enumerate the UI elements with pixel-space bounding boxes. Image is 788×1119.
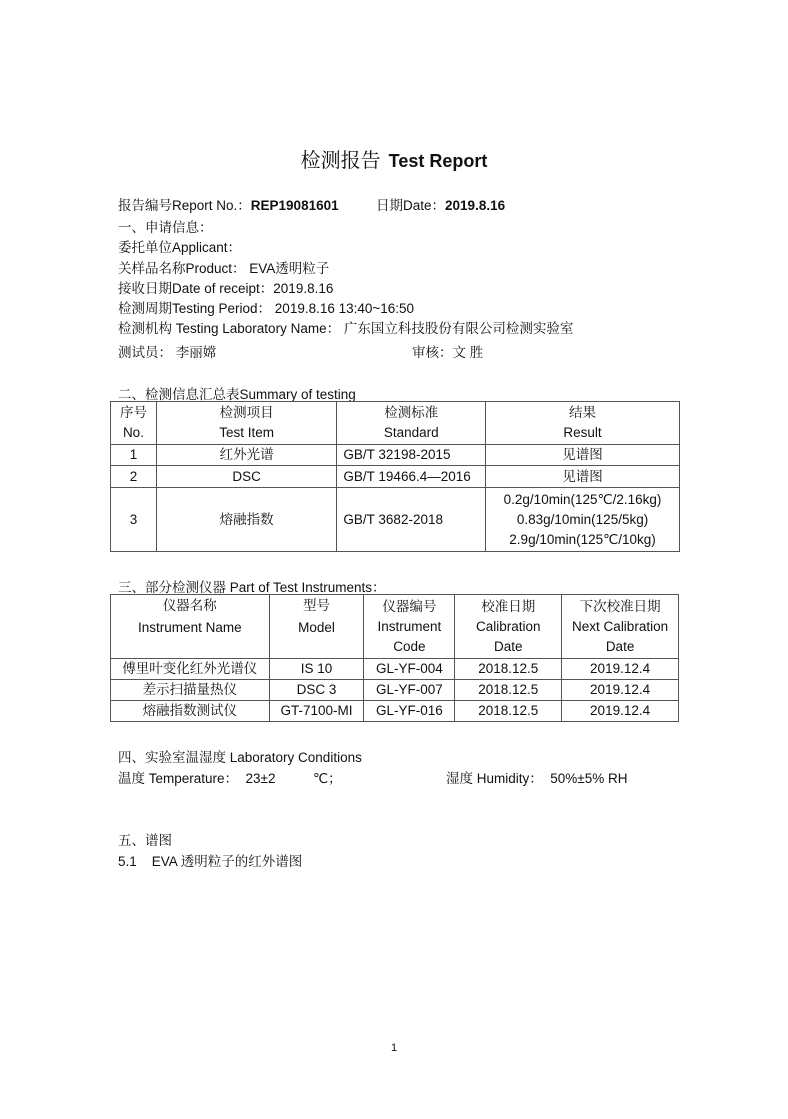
table-row (111, 680, 679, 701)
temperature-line: 温度 Temperature： 23±2 ℃； (118, 771, 342, 786)
summary-table (110, 401, 680, 552)
humidity-line: 湿度 Humidity： 50%±5% RH (446, 771, 628, 786)
row-no: 3 (111, 488, 157, 552)
table-row (111, 701, 679, 722)
lab-line: 检测机构 Testing Laboratory Name： 广东国立科技股份有限公司检测实验室 (118, 321, 574, 336)
section-5-heading: 五、谱图 (118, 833, 172, 848)
row-item: 熔融指数 (156, 488, 337, 552)
section-5-1-heading: 5.1 EVA 透明粒子的红外谱图 (118, 854, 303, 869)
section-3-heading: 三、部分检测仪器 Part of Test Instruments： (118, 580, 386, 595)
instrument-code: GL-YF-004 (364, 659, 455, 680)
header-model: 型号 Model (269, 595, 364, 659)
period-line: 检测周期Testing Period： 2019.8.16 13:40~16:50 (118, 301, 415, 316)
table-row (111, 445, 680, 466)
report-no-label: 报告编号Report No.： (118, 198, 251, 213)
row-item: 红外光谱 (156, 445, 337, 466)
next-calibration-date: 2019.12.4 (562, 701, 679, 722)
section-2-heading: 二、检测信息汇总表Summary of testing (118, 387, 356, 402)
page-title (0, 144, 788, 173)
applicant-line: 委托单位Applicant： (118, 240, 242, 255)
instrument-header-row (111, 595, 679, 659)
header-code: 仪器编号 Instrument Code (364, 595, 455, 659)
result-line: 2.9g/10min(125℃/10kg) (509, 531, 656, 547)
table-row (111, 466, 680, 488)
result-line: 0.2g/10min(125℃/2.16kg) (503, 491, 662, 507)
next-calibration-date: 2019.12.4 (562, 659, 679, 680)
report-no: REP19081601 (250, 198, 339, 213)
reviewer-line: 审核：文 胜 (412, 345, 484, 360)
row-item: DSC (156, 466, 337, 488)
header-standard: 检测标准 Standard (337, 402, 486, 445)
instrument-name: 熔融指数测试仪 (111, 701, 270, 722)
calibration-date: 2018.12.5 (455, 680, 562, 701)
row-standard: GB/T 3682-2018 (337, 488, 486, 552)
page-number: 1 (390, 1042, 398, 1054)
row-standard: GB/T 32198-2015 (337, 445, 486, 466)
date-value: 2019.8.16 (445, 198, 506, 213)
next-calibration-date: 2019.12.4 (562, 680, 679, 701)
instrument-code: GL-YF-007 (364, 680, 455, 701)
result-line: 0.83g/10min(125/5kg) (516, 511, 649, 527)
table-row (111, 659, 679, 680)
tester-line: 测试员： 李丽嫦 (118, 345, 217, 360)
row-standard: GB/T 19466.4—2016 (337, 466, 486, 488)
instrument-table (110, 594, 679, 722)
header-next-calibration: 下次校准日期 Next Calibration Date (562, 595, 679, 659)
instrument-code: GL-YF-016 (364, 701, 455, 722)
summary-header-row (111, 402, 680, 445)
date-label: 日期Date： (376, 198, 446, 213)
header-item: 检测项目 Test Item (156, 402, 337, 445)
report-header (118, 194, 339, 214)
header-result: 结果 Result (486, 402, 680, 445)
row-result (486, 488, 680, 552)
instrument-model: IS 10 (269, 659, 364, 680)
header-instrument-name: 仪器名称 Instrument Name (111, 595, 270, 659)
product-line: 关样品名称Product： EVA透明粒子 (118, 261, 330, 276)
section-4-heading: 四、实验室温湿度 Laboratory Conditions (118, 750, 362, 765)
calibration-date: 2018.12.5 (455, 659, 562, 680)
instrument-name: 傅里叶变化红外光谱仪 (111, 659, 270, 680)
instrument-model: GT-7100-MI (269, 701, 364, 722)
header-no: 序号 No. (111, 402, 157, 445)
title-en: Test Report (388, 151, 488, 171)
row-result: 见谱图 (486, 445, 680, 466)
table-row (111, 488, 680, 552)
report-date (376, 194, 505, 214)
receipt-line: 接收日期Date of receipt：2019.8.16 (118, 281, 334, 296)
row-result: 见谱图 (486, 466, 680, 488)
calibration-date: 2018.12.5 (455, 701, 562, 722)
section-1-heading: 一、申请信息： (118, 220, 213, 235)
row-no: 1 (111, 445, 157, 466)
header-calibration: 校准日期 Calibration Date (455, 595, 562, 659)
instrument-name: 差示扫描量热仪 (111, 680, 270, 701)
title-cn: 检测报告 (300, 150, 381, 172)
row-no: 2 (111, 466, 157, 488)
instrument-model: DSC 3 (269, 680, 364, 701)
